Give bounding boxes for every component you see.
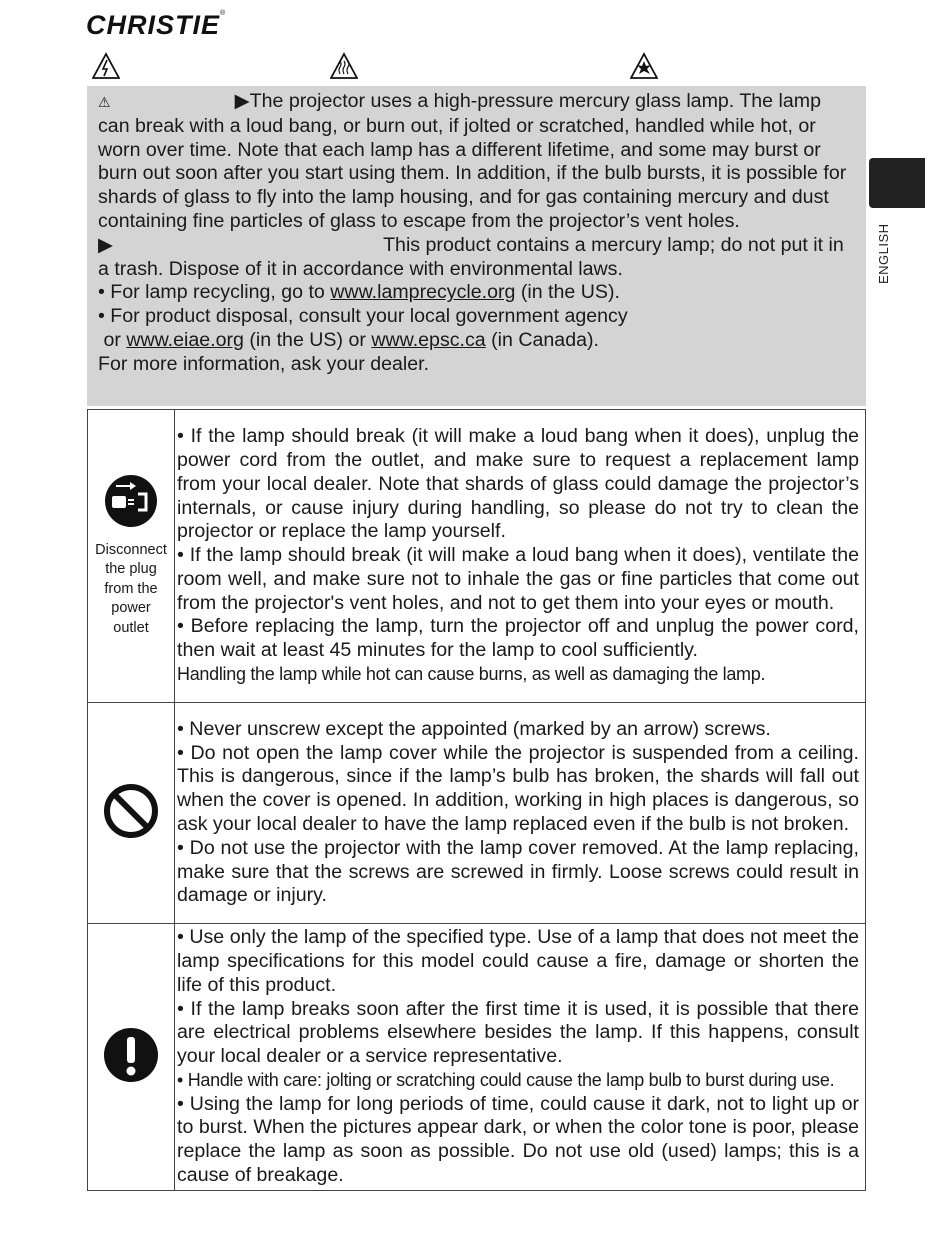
recycle-line: • For lamp recycling, go to www.lamprecycle.org (in the US). — [98, 281, 620, 304]
paragraph: • Do not open the lamp cover while the projector is suspended from a ceiling. This is dangerous, since if the lamp’s bulb has broken, the shards will fall out when the cover is opened. In addition, working in high places is dangerous, so ask your local dealer to have the lamp replaced even if the bulb is not broken. — [177, 741, 859, 835]
disconnect-caption: Disconnect the plug from the power outlet — [95, 541, 167, 636]
paragraph: • Do not use the projector with the lamp cover removed. At the lamp replacing, make sure that the screws are screwed in firmly. Loose screws could result in damage or injury. — [177, 836, 859, 907]
epsc-link[interactable]: www.epsc.ca — [371, 328, 486, 351]
disposal-line: • For product disposal, consult your local government agency — [98, 305, 628, 328]
mercury-notice — [87, 86, 866, 406]
disconnect-plug-icon — [104, 474, 158, 528]
paragraph: Handling the lamp while hot can cause burns, as well as damaging the lamp. — [177, 664, 766, 685]
paragraph: • Use only the lamp of the specified type. Use of a lamp that does not meet the lamp specifications for this model could cause a fire, damage or shorten the life of this product. — [177, 926, 859, 996]
lamp-warning-text: ⚠ ▶The projector uses a high-pressure mercury glass lamp. The lamp can break with a loud bang, or burn out, if jolted or scratched, handled while hot, or worn over time. Note that each lamp has a different lifetime, and some may burst or burn out soon after you start using them. In addition, if the bulb bursts, it is possible for shards of glass to fly into the lamp housing, and for gas containing mercury and dust containing fine particles of glass to escape from the projector’s vent holes. — [98, 90, 847, 232]
table-row — [88, 410, 866, 703]
eiae-link[interactable]: www.eiae.org — [126, 328, 244, 351]
hot-surface-icon — [330, 52, 358, 80]
language-tab-label: ENGLISH — [876, 223, 891, 284]
paragraph: • Using the lamp for long periods of time, could cause it dark, not to light up or to burst. When the pictures appear dark, or when the color tone is poor, please replace the lamp as soon as possible. Do not use old (used) lamps; this is a cause of breakage. — [177, 1092, 859, 1187]
paragraph: • Handle with care: jolting or scratching could cause the lamp bulb to burst during use. — [177, 1069, 835, 1090]
brand-logo: CHRISTIE® — [86, 10, 227, 40]
disposal-text: ▶ This product contains a mercury lamp; do not put it in a trash. Dispose of it in accordance with environmental laws. — [98, 233, 844, 280]
paragraph: • Never unscrew except the appointed (marked by an arrow) screws. — [177, 717, 771, 740]
paragraph: • Before replacing the lamp, turn the projector off and unplug the power cord, then wait at least 45 minutes for the lamp to cool sufficiently. — [177, 615, 859, 662]
table-row — [88, 703, 866, 924]
more-info-line: For more information, ask your dealer. — [98, 352, 430, 375]
section-tab — [869, 158, 925, 208]
explosion-icon — [630, 52, 658, 80]
warning-table — [87, 409, 866, 1191]
paragraph: • If the lamp breaks soon after the first time it is used, it is possible that there are electrical problems elsewhere besides the lamp. If this happens, consult your local dealer or a service representative. — [177, 997, 859, 1068]
paragraph: • If the lamp should break (it will make a loud bang when it does), ventilate the room well, and make sure not to inhale the gas or fine particles that come out from the projector's vent holes, and not to get them into your eyes or mouth. — [177, 544, 859, 614]
mandatory-exclamation-icon — [103, 1027, 159, 1083]
prohibited-icon — [103, 783, 159, 839]
lamprecycle-link[interactable]: www.lamprecycle.org — [330, 281, 516, 304]
table-row — [88, 924, 866, 1191]
high-voltage-icon — [92, 52, 120, 80]
agency-links-line: or www.eiae.org (in the US) or www.epsc.ca (in Canada). — [98, 328, 599, 351]
paragraph: • If the lamp should break (it will make a loud bang when it does), unplug the power cord from the outlet, and make sure to request a replacement lamp from your local dealer. Note that shards of glass could damage the projector’s internals, or cause injury during handling, so please do not try to clean the projector or replace the lamp yourself. — [177, 425, 859, 543]
warning-triangle-icon: ⚠ — [98, 94, 111, 110]
